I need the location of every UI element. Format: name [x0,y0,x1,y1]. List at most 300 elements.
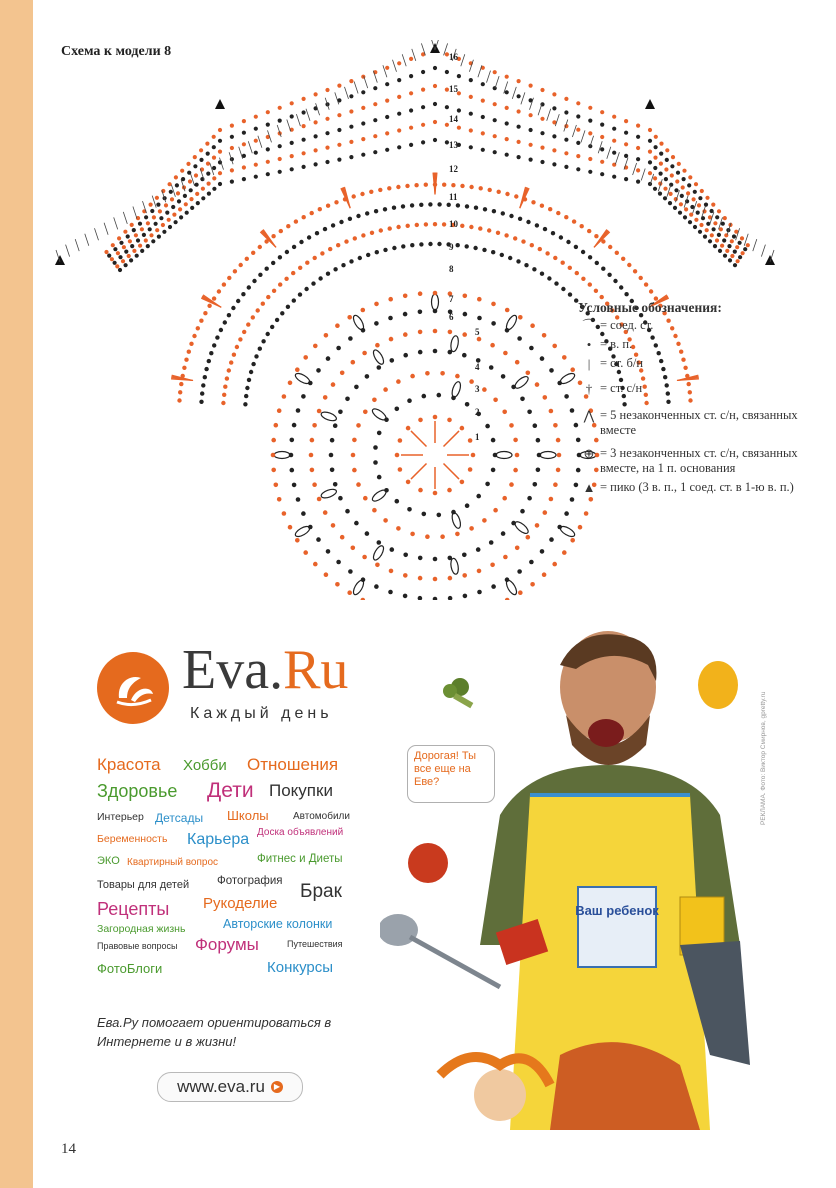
chain-stitch [529,158,533,162]
chain-stitch [149,203,153,207]
chain-stitch [292,483,297,488]
picot-icon [430,43,440,53]
chain-stitch [124,250,128,254]
chain-stitch [564,97,568,101]
chain-stitch [578,525,583,530]
chain-stitch [549,368,554,373]
chain-stitch [206,152,210,156]
chain-stitch [266,147,270,151]
chain-stitch [270,325,274,329]
chain-stitch [581,250,585,254]
chain-stitch [463,312,468,317]
chain-stitch [392,206,396,210]
chain-stitch [418,350,423,355]
chain-stitch [529,128,533,132]
edge-stitch [75,239,79,251]
chain-stitch [377,475,382,480]
chain-stitch [172,213,176,217]
edge-stitch [487,71,491,83]
chain-stitch [314,120,318,124]
cluster-stitch [504,314,518,331]
chain-stitch [468,467,473,472]
cluster-stitch [371,407,388,422]
topic-tag[interactable]: Квартирный вопрос [127,857,219,868]
chain-stitch-icon: • [586,337,592,352]
chain-stitch [222,282,226,286]
topic-tag[interactable]: Товары для детей [97,879,190,891]
chain-stitch [374,209,378,213]
chain-stitch [663,196,667,200]
chain-stitch [162,230,166,234]
chain-stitch [465,204,469,208]
chain-stitch [492,209,496,213]
chain-stitch [339,220,343,224]
chain-stitch [713,221,717,225]
chain-stitch [447,488,452,493]
chain-stitch [529,113,533,117]
chain-stitch [397,61,401,65]
chain-stitch [345,509,350,514]
chain-stitch [242,119,246,123]
topic-tag[interactable]: Рецепты [97,899,170,919]
chain-stitch [469,185,473,189]
chain-stitch [388,226,392,230]
topic-tag[interactable]: Детсады [155,811,204,825]
cluster-stitch [559,524,576,538]
chain-stitch [389,337,394,342]
speech-bubble: Дорогая! Ты все еще на Еве? [407,745,495,803]
chain-stitch [421,140,425,144]
chain-stitch [167,218,171,222]
topic-tag[interactable]: ЭКО [97,855,120,867]
legend-item [578,356,828,371]
chain-stitch [361,598,366,600]
chain-stitch [409,143,413,147]
chain-stitch [118,255,122,259]
brand-tagline: Каждый день [190,705,333,722]
cluster-stitch [274,452,290,459]
chain-stitch [266,332,270,336]
chain-stitch [316,537,321,542]
chain-stitch [218,139,222,143]
chain-stitch [515,453,520,458]
cluster-stitch [432,294,439,310]
chain-stitch [703,235,707,239]
chain-stitch [588,131,592,135]
man-with-kitchen-items-photo [380,625,780,1130]
chain-stitch [433,66,437,70]
chain-stitch [730,254,734,258]
chain-stitch [132,249,136,253]
chain-stitch [483,207,487,211]
chain-stitch [324,572,329,577]
chain-stitch [455,532,460,537]
chain-stitch [298,292,302,296]
chain-stitch [698,196,702,200]
chain-stitch [301,394,306,399]
chain-stitch [251,315,255,319]
chain-stitch [245,386,249,390]
chain-stitch [421,123,425,127]
chain-stitch [258,245,262,249]
legend-item [578,381,828,396]
chain-stitch [493,134,497,138]
topic-tag[interactable]: Красота [97,755,161,774]
chain-stitch [351,546,356,551]
chain-stitch [481,99,485,103]
chain-stitch [201,196,205,200]
chain-stitch [425,371,430,376]
chain-stitch [155,196,159,200]
chain-stitch [601,267,605,271]
chain-stitch [337,113,341,117]
chain-stitch [361,106,365,110]
chain-stitch [118,268,122,272]
chain-stitch [388,297,393,302]
chain-stitch [383,248,387,252]
chain-stitch [648,139,652,143]
chain-stitch [673,206,677,210]
cluster-stitch [371,544,385,561]
topic-tag[interactable]: Отношения [247,755,339,774]
topic-tag[interactable]: Карьера [187,831,250,848]
chain-stitch [317,497,322,502]
chain-stitch [515,546,520,551]
chain-stitch [477,337,482,342]
chain-stitch [290,101,294,105]
chain-stitch [348,569,353,574]
chain-stitch [653,166,657,170]
chain-stitch [478,226,482,230]
chain-stitch [405,184,409,188]
chain-stitch [710,233,714,237]
topic-tag[interactable]: Конкурсы [267,959,334,976]
book-cover [578,887,656,967]
chain-stitch [303,355,308,360]
chain-stitch [365,531,370,536]
chain-stitch [552,106,556,110]
chain-stitch [564,394,569,399]
chain-stitch [517,569,522,574]
chain-stitch [349,259,353,263]
eva-logo-icon[interactable] [97,652,169,724]
topic-tag[interactable]: Фитнес и Диеты [257,853,343,865]
chain-stitch [140,249,144,253]
row-number: 4 [475,362,480,372]
chain-stitch [442,222,446,226]
chain-stitch [246,322,250,326]
chain-stitch [689,213,693,217]
topic-tag[interactable]: Правовые вопросы [97,941,178,951]
chain-stitch [736,259,740,263]
chain-stitch [274,423,279,428]
row-number: 8 [449,264,454,274]
chain-stitch [360,192,364,196]
edge-stitch [306,109,310,121]
chain-stitch [158,209,162,213]
chain-stitch [254,163,258,167]
chain-stitch [418,310,423,315]
chain-stitch [151,239,155,243]
row-number: 1 [475,432,480,442]
chain-stitch [373,86,377,90]
topic-tag[interactable]: Доска объявлений [257,827,344,838]
chain-stitch [271,234,275,238]
chain-stitch [501,531,506,536]
chain-stitch [481,131,485,135]
chain-stitch [383,387,388,392]
chain-stitch [218,182,222,186]
topic-tag[interactable]: Загородная жизнь [97,923,186,935]
chain-stitch [536,438,541,443]
chain-stitch [505,308,510,313]
chain-stitch [277,497,282,502]
chain-stitch [374,584,379,589]
chain-stitch [278,144,282,148]
chain-stitch [280,311,284,315]
edge-stitch [547,109,551,121]
chain-stitch [517,336,522,341]
chain-stitch [715,238,719,242]
chain-stitch [665,148,669,152]
chain-stitch [290,167,294,171]
chain-stitch [681,185,685,189]
chain-stitch [349,140,353,144]
chain-stitch [513,468,518,473]
edge-stitch [495,76,499,88]
topic-tag[interactable]: Фотография [217,875,283,887]
row-number: 16 [449,52,458,62]
chain-stitch [624,177,628,181]
chain-stitch [192,334,196,338]
edge-stitch [402,54,406,66]
chain-stitch [455,374,460,379]
chain-stitch [648,171,652,175]
chain-stitch [658,192,662,196]
website-url: www.eva.ru [177,1077,265,1096]
chain-stitch [433,349,438,354]
chain-stitch [372,398,377,403]
chain-stitch [170,197,174,201]
chain-stitch [410,532,415,537]
chain-stitch [247,285,251,289]
chain-stitch [600,295,604,299]
chain-stitch [576,167,580,171]
chain-stitch [471,453,476,458]
chain-stitch [515,360,520,365]
chain-stitch [266,295,270,299]
chain-stitch [282,394,287,399]
chain-stitch [505,75,509,79]
chain-stitch [187,350,191,354]
chain-stitch [230,168,234,172]
topic-tag[interactable]: Путешествия [287,939,343,949]
chain-stitch [295,367,300,372]
chain-stitch [241,292,245,296]
topic-tag[interactable]: Беременность [97,833,168,845]
edge-stitch [104,223,108,235]
chain-stitch [711,203,715,207]
chain-stitch [600,135,604,139]
chain-stitch [392,246,396,250]
brand-name[interactable] [182,638,348,702]
topic-tag[interactable]: Брак [300,881,342,902]
topic-tag[interactable]: Школы [227,808,269,823]
chain-stitch [266,123,270,127]
legend-item [578,318,828,333]
chain-stitch [134,233,138,237]
topic-tag[interactable]: Форумы [195,935,259,954]
chain-stitch [451,183,455,187]
chain-stitch [180,169,184,173]
edge-stitch [521,92,525,104]
topic-tag[interactable]: Хобби [183,757,227,774]
chain-stitch [574,245,578,249]
chain-stitch [171,205,175,209]
chain-stitch [275,318,279,322]
chain-stitch [576,141,580,145]
chain-stitch [594,234,598,238]
chain-stitch [199,319,203,323]
cluster-stitch [513,520,530,536]
chain-stitch [274,483,279,488]
row-number: 15 [449,84,458,94]
topic-tag[interactable]: Интерьер [97,811,144,823]
chain-stitch [204,367,208,371]
topic-tag[interactable]: Дети [207,779,254,802]
chain-stitch [351,360,356,365]
chain-stitch [568,292,572,296]
edge-stitch [461,54,465,66]
chain-stitch [497,190,501,194]
chain-stitch [128,239,132,243]
cluster-stitch [320,410,337,422]
chain-stitch [373,445,378,450]
chain-stitch [733,250,737,254]
chain-stitch [699,223,703,227]
chain-stitch [232,353,236,357]
tomato [408,843,448,883]
chain-stitch [155,228,159,232]
chain-stitch [282,511,287,516]
chain-stitch [347,315,352,320]
chain-stitch [600,172,604,176]
edge-stitch [335,92,339,104]
chain-stitch [485,482,490,487]
topic-tag[interactable]: Рукоделие [203,895,278,912]
chain-stitch [469,379,474,384]
chain-stitch [104,250,108,254]
chain-stitch [254,139,258,143]
chain-stitch [693,190,697,194]
chain-stitch [309,453,314,458]
chain-stitch [422,394,427,399]
chain-stitch [290,468,295,473]
topic-tag[interactable]: Здоровье [97,781,178,801]
cluster-stitch [294,524,311,538]
chain-stitch [315,231,319,235]
chain-stitch [254,354,258,358]
chain-stitch [352,194,356,198]
chain-stitch [354,521,359,526]
chain-stitch [336,243,340,247]
chain-stitch [365,211,369,215]
chain-stitch [477,316,482,321]
topic-tag[interactable]: ФотоБлоги [97,961,163,976]
website-link-button[interactable] [157,1072,303,1102]
chain-stitch [377,431,382,436]
chain-stitch [179,382,183,386]
chain-stitch [195,192,199,196]
chain-stitch [518,315,523,320]
chain-stitch [242,177,246,181]
chain-stitch [331,523,336,528]
chain-stitch [330,468,335,473]
ladle [380,914,418,946]
edge-stitch [123,212,127,224]
row-number: 3 [475,384,480,394]
chain-stitch [554,281,558,285]
chain-stitch [154,222,158,226]
fan-stitch [203,295,221,308]
chain-stitch [369,190,373,194]
chain-stitch [328,247,332,251]
chain-stitch [365,374,370,379]
chain-stitch [373,102,377,106]
cluster-stitch [450,381,462,398]
chain-stitch [575,271,579,275]
chain-stitch [636,124,640,128]
chain-stitch [474,206,478,210]
topic-tag[interactable]: Автомобили [293,811,350,822]
chain-stitch [406,426,411,431]
side-color-strip [0,0,33,1188]
chain-stitch [433,491,438,496]
chain-stitch [570,538,575,543]
chain-stitch [722,238,726,242]
chain-stitch [314,148,318,152]
chain-stitch [540,146,544,150]
chain-stitch [513,236,517,240]
chain-stitch [317,409,322,414]
topic-tag[interactable]: Покупки [269,781,333,800]
chain-stitch [517,94,521,98]
chain-stitch [576,128,580,132]
chain-stitch [373,118,377,122]
chain-stitch [335,582,340,587]
chain-stitch [291,271,295,275]
ad-credits: РЕКЛАМА. Фото: Виктор Смирнов, gpretty.ru [760,691,767,825]
chain-stitch [142,233,146,237]
chain-stitch [334,200,338,204]
chain-stitch [222,393,226,397]
chain-stitch [509,482,514,487]
chain-stitch [421,88,425,92]
chain-stitch [636,157,640,161]
chain-stitch [530,582,535,587]
chain-stitch [570,367,575,372]
chain-stitch [310,468,315,473]
topic-tag[interactable]: Авторские колонки [223,917,333,931]
chain-stitch [302,138,306,142]
chain-stitch [418,596,423,600]
chain-stitch [385,66,389,70]
chain-stitch [418,330,423,335]
chain-stitch [437,393,442,398]
chain-stitch [362,555,367,560]
chain-stitch [295,538,300,543]
chain-stitch [526,535,531,540]
